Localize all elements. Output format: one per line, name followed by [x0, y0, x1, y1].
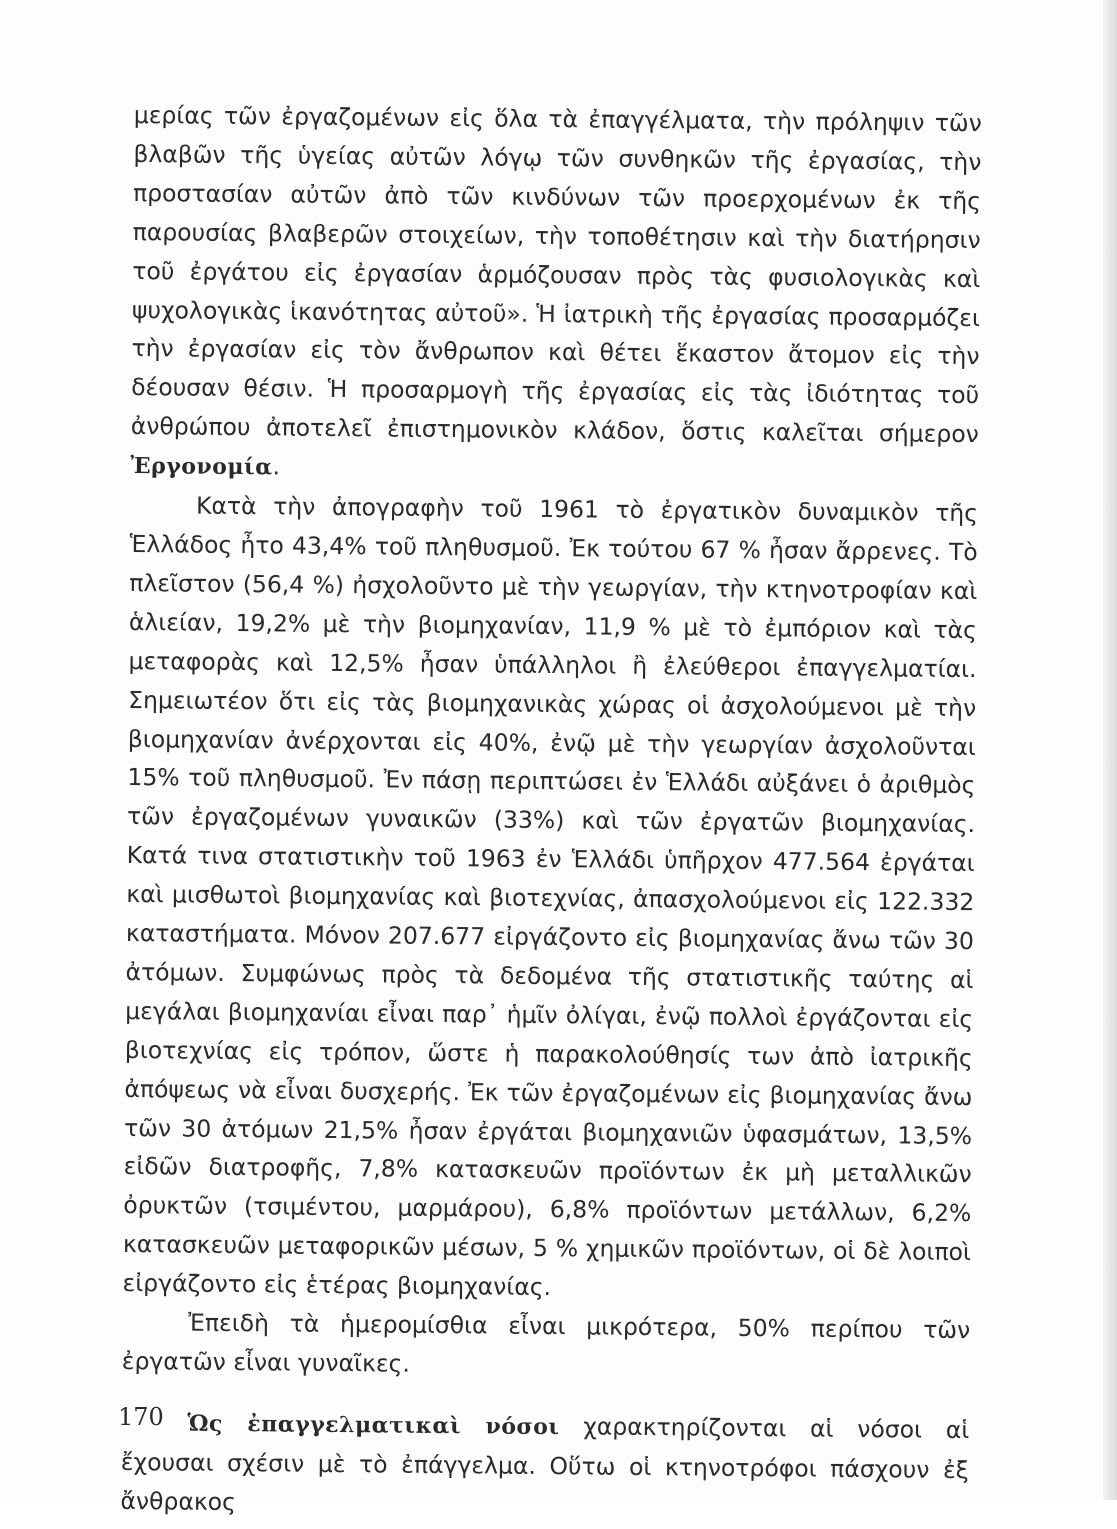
paragraph-text: χαρακτηρίζονται αἱ νόσοι αἱ ἔχουσαι σχέσιν μὲ τὸ ἐπάγγελμα. Οὕτω οἱ κτηνοτρόφοι πάσχουν ἐξ ἄνθρακος	[120, 1412, 970, 1516]
paragraph-occupational-medicine	[130, 96, 982, 494]
paragraph-text: Κατὰ τὴν ἀπογραφὴν τοῦ 1961 τὸ ἐργατικὸν δυναμικὸν τῆς Ἑλλάδος ἦτο 43,4% τοῦ πληθυσμοῦ. Ἐκ τούτου 67 % ἦσαν ἄρρενες. Τὸ πλεῖστον (56,4 %) ἠσχολοῦντο μὲ τὴν γεωργίαν, τὴν κτηνοτροφίαν καὶ ἁλιείαν, 19,2% μὲ τὴν βιομηχανίαν, 11,9 % μὲ τὸ ἐμπόριον καὶ τὰς μεταφορὰς καὶ 12,5% ἦσαν ὑπάλληλοι ἢ ἐλεύθεροι ἐπαγγελματίαι. Σημειωτέον ὅτι εἰς τὰς βιομηχανικὰς χώρας οἱ ἀσχολούμενοι μὲ τὴν βιομηχανίαν ἀνέρχονται εἰς 40%, ἐνῷ μὲ τὴν γεωργίαν ἀσχολοῦνται 15% τοῦ πληθυσμοῦ. Ἐν πάσῃ περιπτώσει ἐν Ἑλλάδι αὐξάνει ὁ ἀριθμὸς τῶν ἐργαζομένων γυναικῶν (33%) καὶ τῶν ἐργατῶν βιομηχανίας. Κατά τινα στατιστικὴν τοῦ 1963 ἐν Ἑλλάδι ὑπῆρχον 477.564 ἐργάται καὶ μισθωτοὶ βιομηχανίας καὶ βιοτεχνίας, ἀπασχολούμενοι εἰς 122.332 καταστήματα. Μόνον 207.677 εἰργάζοντο εἰς βιομηχανίας ἄνω τῶν 30 ἀτόμων. Συμφώνως πρὸς τὰ δεδομένα τῆς στατιστικῆς ταύτης αἱ μεγάλαι βιομηχανίαι εἶναι παρ᾽ ἡμῖν ὀλίγαι, ἐνῷ πολλοὶ ἐργάζονται εἰς βιοτεχνίας εἰς τρόπον, ὥστε ἡ παρακολούθησίς των ἀπὸ ἰατρικῆς ἀπόψεως νὰ εἶναι δυσχερής. Ἐκ τῶν ἐργαζομένων εἰς βιομηχανίας ἄνω τῶν 30 ἀτόμων 21,5% ἦσαν ἐργάται βιομηχανιῶν ὑφασμάτων, 13,5% εἰδῶν διατροφῆς, 7,8% κατασκευῶν προϊόντων ἐκ μὴ μεταλλικῶν ὀρυκτῶν (τσιμέντου, μαρμάρου), 6,8% προϊόντων μετάλλων, 6,2% κατασκευῶν μεταφορικῶν μέσων, 5 % χημικῶν προϊόντων, οἱ δὲ λοιποὶ εἰργάζοντο εἰς ἑτέρας βιομηχανίας.	[122, 491, 979, 1302]
paragraph-ending: .	[272, 452, 281, 481]
paragraph-women-workers	[122, 1303, 971, 1389]
paragraph-workforce-statistics	[122, 486, 978, 1311]
paragraph-occupational-diseases	[120, 1403, 969, 1529]
term-occupational-diseases: Ὡς ἐπαγγελματικαὶ νόσοι	[187, 1410, 560, 1441]
paragraph-text: μερίας τῶν ἐργαζομένων εἰς ὅλα τὰ ἐπαγγέλματα, τὴν πρόληψιν τῶν βλαβῶν τῆς ὑγείας αὐτῶν λόγῳ τῶν συνθηκῶν τῆς ἐργασίας, τὴν προστασίαν αὐτῶν ἀπὸ τῶν κινδύνων τῶν προερχομένων ἐκ τῆς παρουσίας βλαβερῶν στοιχείων, τὴν τοποθέτησιν καὶ τὴν διατήρησιν τοῦ ἐργάτου εἰς ἐργασίαν ἁρμόζουσαν πρὸς τὰς φυσιολογικὰς καὶ ψυχολογικὰς ἱκανότητας αὐτοῦ». Ἡ ἰατρικὴ τῆς ἐργασίας προσαρμόζει τὴν ἐργασίαν εἰς τὸν ἄνθρωπον καὶ θέτει ἕκαστον ἄτομον εἰς τὴν δέουσαν θέσιν. Ἡ προσαρμογὴ τῆς ἐργασίας εἰς τὰς ἰδιότητας τοῦ ἀνθρώπου ἀποτελεῖ ἐπιστημονικὸν κλάδον, ὅστις καλεῖται σήμερον	[130, 100, 982, 449]
page-edge-shadow	[1103, 0, 1117, 1500]
term-ergonomics: Ἐργονομία	[130, 453, 273, 481]
body-text	[120, 96, 982, 1529]
paragraph-text: Ἐπειδὴ τὰ ἡμερομίσθια εἶναι μικρότερα, 50% περίπου τῶν ἐργατῶν εἶναι γυναῖκες.	[121, 1308, 971, 1378]
page-number: 170	[118, 1403, 164, 1431]
